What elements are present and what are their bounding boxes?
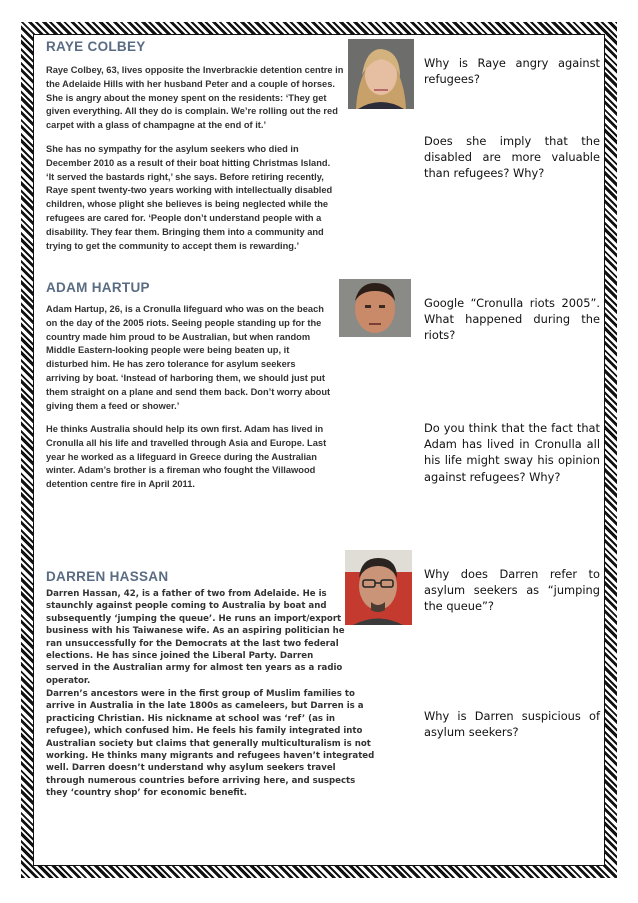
portrait-adam-image bbox=[339, 279, 411, 337]
portrait-raye-image bbox=[348, 39, 414, 109]
question-5: Why does Darren refer to asylum seekers as “jumping the queue”? bbox=[424, 567, 600, 614]
profile-bio-adam-1: Adam Hartup, 26, is a Cronulla lifeguard who was on the beach on the day of the 2005 riots. Seeing people standing up for the country made him proud to be Australian, but when random Middle Eastern-looking people were being beaten up, it disturbed him. He has zero tolerance for asylum seekers arriving by boat. ‘Instead of harboring them, we should just put them straight on a plane and send them back. Don’t worry about giving them a feed or shower.’ bbox=[46, 304, 331, 411]
profile-bio-adam-2: He thinks Australia should help its own first. Adam has lived in Cronulla all his life and travelled through Asia and Europe. Last year he worked as a lifeguard in Greece during the Australian winter. Adam’s brother is a fireman who fought the Villawood detention centre fire in April 2011. bbox=[46, 424, 327, 490]
portrait-raye bbox=[348, 39, 414, 109]
question-1: Why is Raye angry against refugees? bbox=[424, 56, 600, 87]
profile-bio-darren-1: Darren Hassan, 42, is a father of two from Adelaide. He is staunchly against people coming to Australia by boat and subsequently ‘jumping the queue’. He runs an import/export business with his Taiwanese wife. As an aspiring politician he ran unsuccessfully for the Democrats at the last two federal elections. He has since joined the Liberal Party. Darren served in the Australian army for almost ten years as a radio operator. bbox=[46, 589, 345, 686]
profile-bio-darren-2: Darren’s ancestors were in the first group of Muslim families to arrive in Australia in the late 1800s as cameleers, but Darren is a practicing Christian. His nickname at school was ‘ref’ (as in refugee), which confused him. He feels his family integrated into Australian society but claims that generally multiculturalism is not working. He thinks many migrants and refugees haven’t integrated well. Darren doesn’t understand why asylum seekers travel through numerous countries before arriving here, and suspects they ‘country shop’ for economic benefit. bbox=[46, 689, 375, 799]
portrait-darren bbox=[345, 550, 412, 625]
profile-bio-raye-1: Raye Colbey, 63, lives opposite the Inverbrackie detention centre in the Adelaide Hills with her husband Peter and a couple of horses. She is angry about the money spent on the residents: ‘They get given everything. All they do is complain. We’re rolling out the red carpet with a glass of champagne at the end of it.’ bbox=[46, 65, 344, 131]
portrait-darren-image bbox=[345, 550, 412, 625]
profile-name-darren: DARREN HASSAN bbox=[46, 569, 169, 584]
question-3: Google “Cronulla riots 2005”. What happened during the riots? bbox=[424, 296, 600, 343]
profile-name-raye: RAYE COLBEY bbox=[46, 39, 146, 54]
profile-bio-raye-2: She has no sympathy for the asylum seekers who died in December 2010 as a result of their boat hitting Christmas Island. ‘It served the bastards right,’ she says. Before retiring recently, Raye spent twenty-two years working with intellectually disabled children, whose plight she believes is being neglected while the refugees are cared for. ‘People don’t understand people with a disability. They fear them. Bringing them into a community and trying to get the community to accept them is rewarding.’ bbox=[46, 144, 333, 251]
question-2: Does she imply that the disabled are more valuable than refugees? Why? bbox=[424, 134, 600, 181]
question-4: Do you think that the fact that Adam has lived in Cronulla all his life might sway his opinion against refugees? Why? bbox=[424, 421, 600, 484]
question-6: Why is Darren suspicious of asylum seekers? bbox=[424, 709, 600, 740]
portrait-adam bbox=[339, 279, 411, 337]
profile-name-adam: ADAM HARTUP bbox=[46, 280, 150, 295]
